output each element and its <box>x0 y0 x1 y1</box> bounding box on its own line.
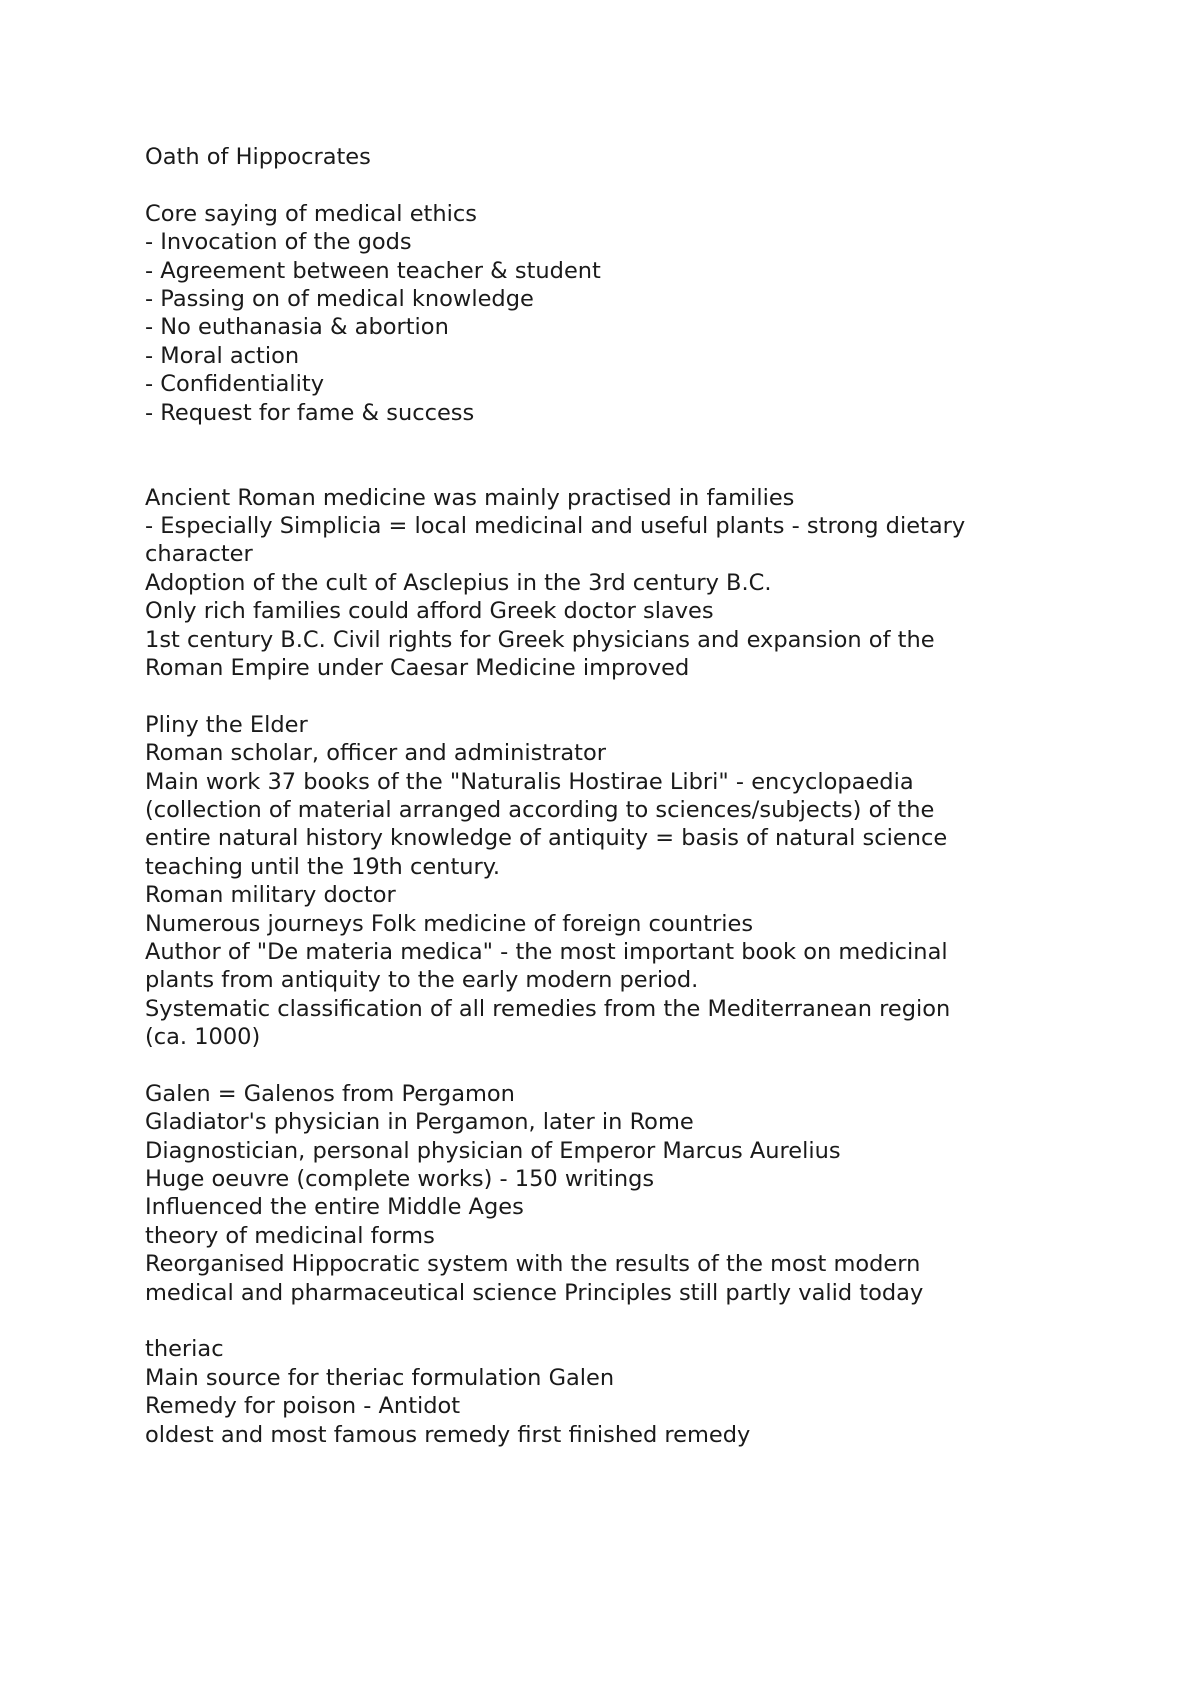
spacer <box>145 427 1085 455</box>
bullet-item: - Passing on of medical knowledge <box>145 285 534 312</box>
text-line: 1st century B.C. Civil rights for Greek physicians and expansion of the <box>145 626 935 653</box>
section-heading: Galen = Galenos from Pergamon <box>145 1080 515 1107</box>
text-line: Numerous journeys Folk medicine of foreign countries <box>145 910 754 937</box>
text-line: Roman Empire under Caesar Medicine improved <box>145 655 690 682</box>
text-line: Roman scholar, officer and administrator <box>145 740 607 767</box>
section-pliny <box>145 711 1085 1052</box>
spacer <box>145 1307 1085 1335</box>
section-theriac <box>145 1335 1085 1449</box>
bullet-item: - Invocation of the gods <box>145 229 412 256</box>
text-line: Main work 37 books of the "Naturalis Hostirae Libri" - encyclopaedia <box>145 768 914 795</box>
text-line: character <box>145 541 253 568</box>
text-line: Adoption of the cult of Asclepius in the 3rd century B.C. <box>145 569 772 596</box>
section-heading: Pliny the Elder <box>145 711 308 738</box>
text-line: medical and pharmaceutical science Principles still partly valid today <box>145 1279 924 1306</box>
bullet-item: - No euthanasia & abortion <box>145 314 449 341</box>
text-line: - Especially Simplicia = local medicinal and useful plants - strong dietary <box>145 513 966 540</box>
text-line: Gladiator's physician in Pergamon, later in Rome <box>145 1109 694 1136</box>
text-line: (collection of material arranged according to sciences/subjects) of the <box>145 796 935 823</box>
bullet-item: - Confidentiality <box>145 371 325 398</box>
spacer <box>145 1052 1085 1080</box>
text-line: Systematic classification of all remedies from the Mediterranean region <box>145 995 951 1022</box>
text-line: plants from antiquity to the early modern period. <box>145 967 699 994</box>
spacer <box>145 455 1085 483</box>
text-line: theory of medicinal forms <box>145 1222 435 1249</box>
section-heading: Core saying of medical ethics <box>145 200 477 227</box>
document-title: Oath of Hippocrates <box>145 144 371 170</box>
bullet-item: - Agreement between teacher & student <box>145 257 601 284</box>
section-hippocrates <box>145 200 1085 427</box>
document-body <box>145 143 1085 1449</box>
text-line: Diagnostician, personal physician of Emperor Marcus Aurelius <box>145 1137 841 1164</box>
text-line: (ca. 1000) <box>145 1024 261 1051</box>
section-roman-medicine <box>145 484 1085 683</box>
section-heading: theriac <box>145 1336 224 1363</box>
bullet-item: - Moral action <box>145 342 300 369</box>
section-heading: Ancient Roman medicine was mainly practised in families <box>145 484 795 511</box>
text-line: teaching until the 19th century. <box>145 853 501 880</box>
text-line: Main source for theriac formulation Galen <box>145 1364 615 1391</box>
spacer <box>145 682 1085 710</box>
text-line: Author of "De materia medica" - the most important book on medicinal <box>145 938 948 965</box>
text-line: Huge oeuvre (complete works) - 150 writings <box>145 1166 655 1193</box>
text-line: Reorganised Hippocratic system with the results of the most modern <box>145 1251 921 1278</box>
spacer <box>145 171 1085 199</box>
text-line: entire natural history knowledge of antiquity = basis of natural science <box>145 825 948 852</box>
text-line: oldest and most famous remedy first finished remedy <box>145 1421 751 1448</box>
text-line: Only rich families could afford Greek doctor slaves <box>145 598 714 625</box>
text-line: Influenced the entire Middle Ages <box>145 1194 524 1221</box>
text-line: Remedy for poison - Antidot <box>145 1393 461 1420</box>
text-line: Roman military doctor <box>145 882 396 909</box>
section-galen <box>145 1080 1085 1307</box>
bullet-item: - Request for fame & success <box>145 399 475 426</box>
